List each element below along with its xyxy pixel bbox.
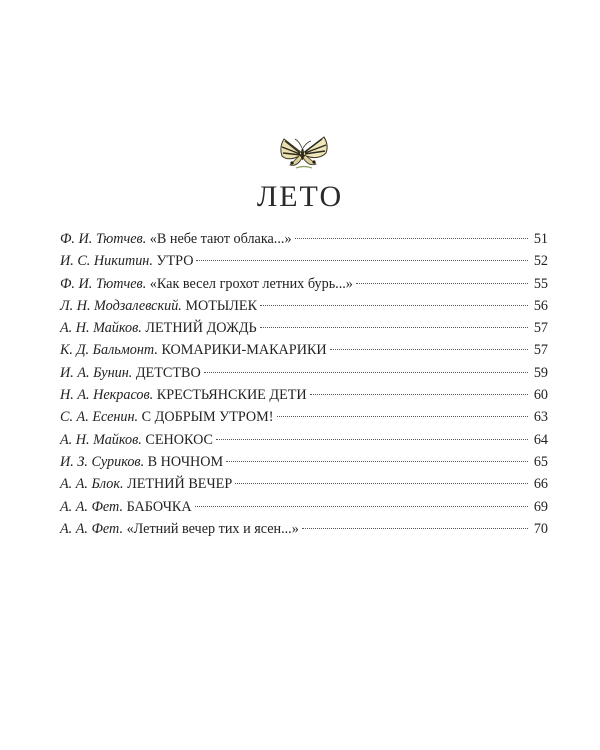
toc-entry[interactable] xyxy=(60,295,548,317)
toc-entry[interactable] xyxy=(60,317,548,339)
toc-page-number: 70 xyxy=(533,520,548,537)
toc-entry[interactable] xyxy=(60,339,548,361)
toc-entry[interactable] xyxy=(60,250,548,272)
toc-title: В НОЧНОМ xyxy=(147,453,224,470)
toc-title: МОТЫЛЕК xyxy=(185,297,258,314)
toc-entry[interactable] xyxy=(60,384,548,406)
toc-page-number: 65 xyxy=(533,453,548,470)
toc-title: «Летний вечер тих и ясен...» xyxy=(126,520,299,537)
toc-entry[interactable] xyxy=(60,406,548,428)
dot-leader xyxy=(216,439,528,440)
toc-entry[interactable] xyxy=(60,429,548,451)
toc-page-number: 60 xyxy=(533,387,548,404)
toc-page-number: 56 xyxy=(533,297,548,314)
toc-page-number: 52 xyxy=(533,253,548,270)
toc-title: КРЕСТЬЯНСКИЕ ДЕТИ xyxy=(156,387,307,404)
dot-leader xyxy=(195,506,528,507)
toc-page-number: 66 xyxy=(533,476,548,493)
dot-leader xyxy=(196,260,528,261)
toc-title: КОМАРИКИ-МАКАРИКИ xyxy=(161,342,327,359)
dot-leader xyxy=(330,349,528,350)
toc-entry[interactable] xyxy=(60,518,548,540)
dot-leader xyxy=(310,394,528,395)
toc-page-number: 63 xyxy=(533,409,548,426)
toc-title: УТРО xyxy=(156,253,194,270)
toc-title: С ДОБРЫМ УТРОМ! xyxy=(141,409,274,426)
dot-leader xyxy=(302,528,528,529)
dot-leader xyxy=(226,461,528,462)
toc-page-number: 57 xyxy=(533,320,548,337)
toc-author: А. А. Блок. xyxy=(60,476,124,493)
toc-title: «В небе тают облака...» xyxy=(149,231,292,247)
toc-title: БАБОЧКА xyxy=(126,498,192,515)
toc-entry[interactable] xyxy=(60,273,548,295)
toc-author: И. А. Бунин. xyxy=(60,364,133,381)
toc-page-number: 64 xyxy=(533,431,548,448)
dot-leader xyxy=(277,416,528,417)
butterfly-icon xyxy=(276,131,332,171)
toc-author: К. Д. Бальмонт. xyxy=(60,342,158,359)
toc-title: ДЕТСТВО xyxy=(135,364,201,381)
dot-leader xyxy=(235,483,528,484)
toc-page-number: 59 xyxy=(533,364,548,381)
toc-entry[interactable] xyxy=(60,496,548,518)
toc-title: ЛЕТНИЙ ДОЖДЬ xyxy=(145,320,257,337)
toc-page-number: 57 xyxy=(533,342,548,359)
dot-leader xyxy=(356,283,528,284)
dot-leader xyxy=(260,327,528,328)
toc-author: Ф. И. Тютчев. xyxy=(60,231,147,247)
toc-author: А. Н. Майков. xyxy=(60,320,142,337)
dot-leader xyxy=(204,372,528,373)
toc-author: Н. А. Некрасов. xyxy=(60,387,154,404)
toc-author: Ф. И. Тютчев. xyxy=(60,275,147,292)
toc-author: А. Н. Майков. xyxy=(60,431,142,448)
toc-page-number: 55 xyxy=(533,275,548,292)
dot-leader xyxy=(295,238,528,239)
toc-entry[interactable] xyxy=(60,362,548,384)
toc-entry[interactable] xyxy=(60,228,548,250)
toc-author: А. А. Фет. xyxy=(60,520,124,537)
toc-title: «Как весел грохот летних бурь...» xyxy=(149,275,353,292)
dot-leader xyxy=(260,305,528,306)
toc-title: СЕНОКОС xyxy=(145,431,213,448)
toc-page-number: 51 xyxy=(533,231,548,247)
toc-author: Л. Н. Модзалевский. xyxy=(60,297,182,314)
table-of-contents xyxy=(60,228,548,540)
toc-author: И. З. Суриков. xyxy=(60,453,145,470)
toc-author: А. А. Фет. xyxy=(60,498,124,515)
toc-entry[interactable] xyxy=(60,451,548,473)
section-title: ЛЕТО xyxy=(256,180,344,213)
toc-entry[interactable] xyxy=(60,473,548,495)
toc-title: ЛЕТНИЙ ВЕЧЕР xyxy=(127,476,233,493)
toc-author: И. С. Никитин. xyxy=(60,253,153,270)
toc-author: С. А. Есенин. xyxy=(60,409,139,426)
toc-page-number: 69 xyxy=(533,498,548,515)
